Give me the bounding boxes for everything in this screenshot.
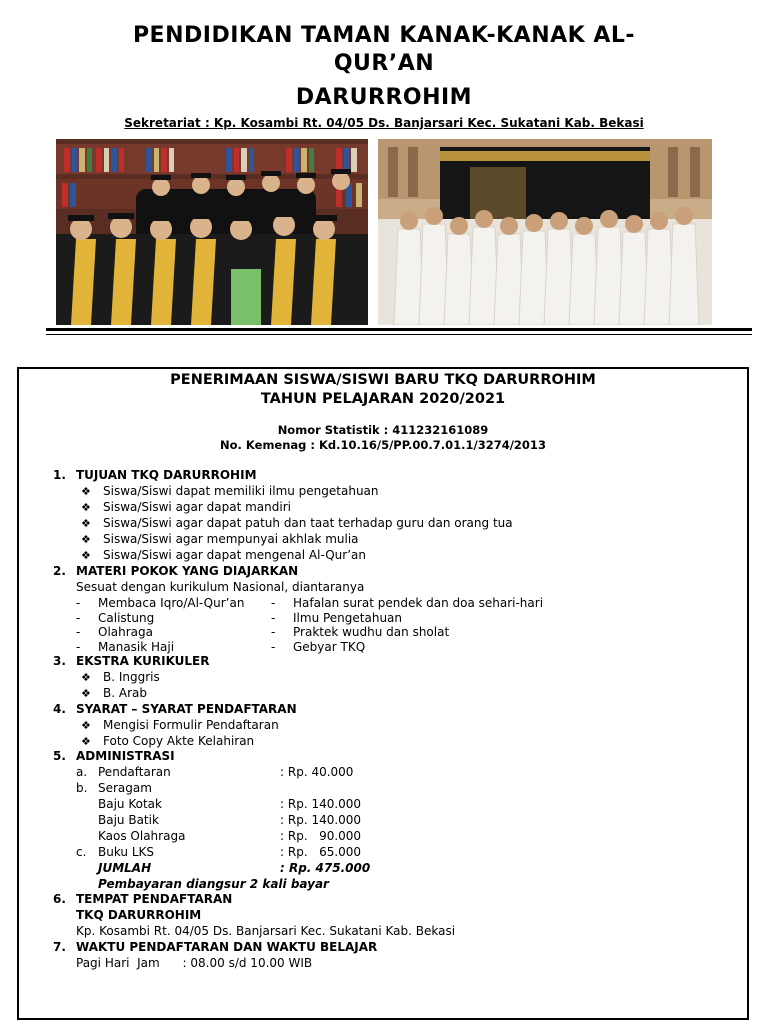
section-number: 5. [53, 749, 66, 763]
registration-place-address: Kp. Kosambi Rt. 04/05 Ds. Banjarsari Kec. Sukatani Kab. Bekasi [76, 924, 456, 938]
list-item: Olahraga [98, 625, 153, 639]
fee-label: Seragam [98, 781, 152, 795]
list-item: ❖ Siswa/Siswi agar dapat mengenal Al-Qur’an [103, 548, 366, 563]
list-item: Ilmu Pengetahuan [293, 611, 403, 625]
list-item: ❖ Siswa/Siswi agar dapat mandiri [103, 500, 291, 515]
registration-place-name: TKQ DARURROHIM [76, 908, 202, 922]
list-item: Praktek wudhu dan sholat [293, 625, 450, 639]
list-item: ❖ Foto Copy Akte Kelahiran [103, 734, 254, 749]
fee-label: Baju Kotak [98, 797, 162, 811]
list-item: Gebyar TKQ [293, 640, 366, 654]
dash-marker: - [271, 596, 276, 610]
dash-marker: - [271, 611, 276, 625]
item-letter: b. [76, 781, 88, 795]
list-item: Membaca Iqro/Al-Qur’an [98, 596, 245, 610]
section-title-tujuan: TUJUAN TKQ DARURROHIM [76, 468, 257, 482]
schedule-line: Pagi Hari Jam : 08.00 s/d 10.00 WIB [76, 956, 313, 970]
nomor-statistik: Nomor Statistik : 411232161089 [277, 423, 489, 437]
list-item: ❖ B. Arab [103, 686, 147, 701]
title-line-3: DARURROHIM [295, 85, 473, 110]
list-item: Calistung [98, 611, 155, 625]
dash-marker: - [76, 640, 81, 654]
item-letter: a. [76, 765, 88, 779]
fee-label: Baju Batik [98, 813, 159, 827]
dash-marker: - [76, 611, 81, 625]
fee-label: Pendaftaran [98, 765, 171, 779]
fee-label: Kaos Olahraga [98, 829, 186, 843]
section-number: 4. [53, 702, 66, 716]
section-number: 2. [53, 564, 66, 578]
section-number: 3. [53, 654, 66, 668]
header-rule-thin [46, 334, 752, 335]
fee-value: : Rp. 65.000 [280, 845, 362, 859]
fee-label: Buku LKS [98, 845, 155, 859]
fee-value: : Rp. 140.000 [280, 813, 362, 827]
announcement-heading: PENERIMAAN SISWA/SISWI BARU TKQ DARURROHIM [170, 372, 596, 388]
fee-value: : Rp. 40.000 [280, 765, 354, 779]
school-year-heading: TAHUN PELAJARAN 2020/2021 [260, 391, 506, 407]
list-item: Hafalan surat pendek dan doa sehari-hari [293, 596, 544, 610]
section-title-materi: MATERI POKOK YANG DIAJARKAN [76, 564, 299, 578]
title-line-1: PENDIDIKAN TAMAN KANAK-KANAK AL- [132, 23, 636, 48]
fee-value: : Rp. 90.000 [280, 829, 362, 843]
dash-marker: - [76, 596, 81, 610]
section-title-administrasi: ADMINISTRASI [76, 749, 175, 763]
graduation-group-photo [56, 139, 368, 325]
title-line-2: QUR’AN [333, 51, 435, 76]
materi-intro: Sesuat dengan kurikulum Nasional, diantaranya [76, 580, 365, 594]
total-value: : Rp. 475.000 [280, 861, 371, 875]
total-label: JUMLAH [98, 861, 152, 875]
section-number: 6. [53, 892, 66, 906]
dash-marker: - [76, 625, 81, 639]
dash-marker: - [271, 625, 276, 639]
section-title-ekstra: EKSTRA KURIKULER [76, 654, 210, 668]
manasik-haji-group-photo [378, 139, 712, 325]
dash-marker: - [271, 640, 276, 654]
list-item: ❖ Siswa/Siswi dapat memiliki ilmu pengetahuan [103, 484, 379, 499]
nomor-kemenag: No. Kemenag : Kd.10.16/5/PP.00.7.01.1/3274/2013 [220, 438, 546, 452]
list-item: Manasik Haji [98, 640, 175, 654]
list-item: ❖ Mengisi Formulir Pendaftaran [103, 718, 279, 733]
header-rule-thick [46, 328, 752, 331]
section-number: 1. [53, 468, 66, 482]
list-item: ❖ Siswa/Siswi agar mempunyai akhlak mulia [103, 532, 359, 547]
section-title-waktu: WAKTU PENDAFTARAN DAN WAKTU BELAJAR [76, 940, 378, 954]
secretariat-address: Sekretariat : Kp. Kosambi Rt. 04/05 Ds. Banjarsari Kec. Sukatani Kab. Bekasi [124, 116, 644, 130]
fee-value: : Rp. 140.000 [280, 797, 362, 811]
section-title-tempat: TEMPAT PENDAFTARAN [76, 892, 233, 906]
list-item: ❖ B. Inggris [103, 670, 160, 685]
payment-note: Pembayaran diangsur 2 kali bayar [98, 877, 329, 891]
list-item: ❖ Siswa/Siswi agar dapat patuh dan taat terhadap guru dan orang tua [103, 516, 513, 531]
item-letter: c. [76, 845, 87, 859]
section-number: 7. [53, 940, 66, 954]
section-title-syarat: SYARAT – SYARAT PENDAFTARAN [76, 702, 297, 716]
